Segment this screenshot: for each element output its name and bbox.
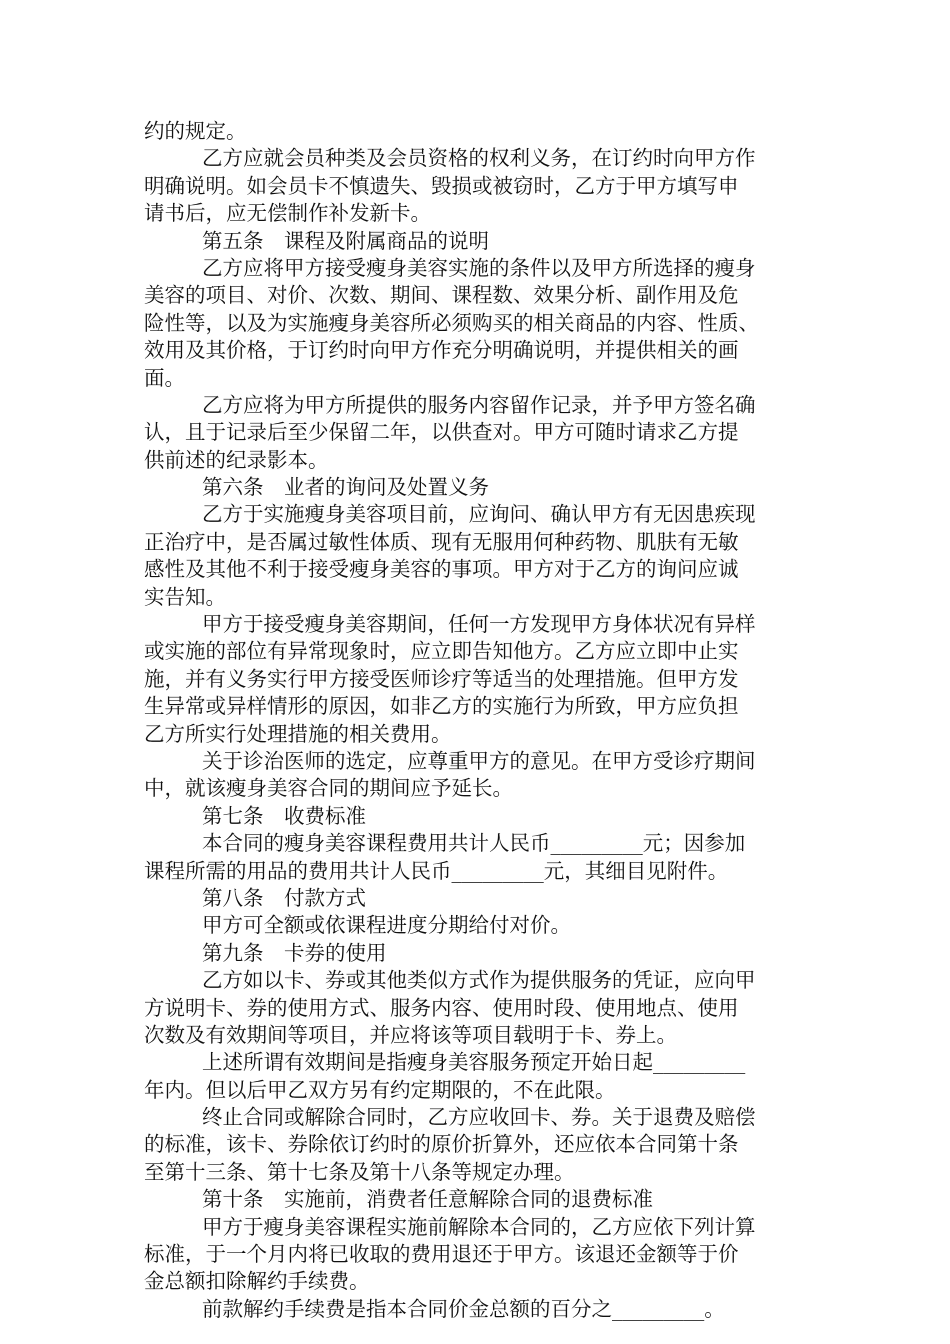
paragraph-line: 终止合同或解除合同时，乙方应收回卡、券。关于退费及赔偿 (202, 1105, 756, 1130)
article-9-heading: 第九条 卡券的使用 (202, 940, 387, 965)
paragraph-line: 乙方如以卡、券或其他类似方式作为提供服务的凭证，应向甲 (202, 968, 756, 993)
paragraph-line: 关于诊治医师的选定，应尊重甲方的意见。在甲方受诊疗期间 (202, 748, 756, 773)
article-5-heading: 第五条 课程及附属商品的说明 (202, 228, 489, 253)
paragraph-line: 甲方可全额或依课程进度分期给付对价。 (202, 913, 571, 938)
paragraph-line: 面。 (144, 365, 185, 390)
article-6-heading: 第六条 业者的询问及处置义务 (202, 475, 489, 500)
paragraph-line: 乙方所实行处理措施的相关费用。 (144, 721, 452, 746)
paragraph-line: 约的规定。 (144, 119, 247, 143)
paragraph-line: 金总额扣除解约手续费。 (144, 1269, 370, 1294)
paragraph-line: 认，且于记录后至少保留二年，以供查对。甲方可随时请求乙方提 (144, 420, 739, 445)
paragraph-line: 甲方于接受瘦身美容期间，任何一方发现甲方身体状况有异样 (202, 612, 756, 637)
paragraph-line: 标准，于一个月内将已收取的费用退还于甲方。该退还金额等于价 (144, 1242, 739, 1267)
paragraph-line: 乙方应将甲方接受瘦身美容实施的条件以及甲方所选择的瘦身 (202, 255, 756, 280)
paragraph-line: 方说明卡、券的使用方式、服务内容、使用时段、使用地点、使用 (144, 995, 739, 1020)
paragraph-line: 效用及其价格，于订约时向甲方作充分明确说明，并提供相关的画 (144, 338, 739, 363)
paragraph-line: 生异常或异样情形的原因，如非乙方的实施行为所致，甲方应负担 (144, 694, 739, 719)
validity-blank-line: 上述所谓有效期间是指瘦身美容服务预定开始日起_________ (202, 1050, 746, 1075)
paragraph-line: 乙方于实施瘦身美容项目前，应询问、确认甲方有无因患疾现 (202, 502, 756, 527)
paragraph-line: 甲方于瘦身美容课程实施前解除本合同的，乙方应依下列计算 (202, 1214, 756, 1239)
fee-blank-line: 本合同的瘦身美容课程费用共计人民币_________元；因参加 (202, 831, 746, 856)
article-10-heading: 第十条 实施前，消费者任意解除合同的退费标准 (202, 1187, 653, 1212)
paragraph-line: 的标准，该卡、券除依订约时的原价折算外，还应依本合同第十条 (144, 1132, 739, 1157)
article-8-heading: 第八条 付款方式 (202, 885, 366, 910)
paragraph-line: 感性及其他不利于接受瘦身美容的事项。甲方对于乙方的询问应诚 (144, 557, 739, 582)
paragraph-line: 请书后，应无偿制作补发新卡。 (144, 201, 431, 226)
paragraph-line: 次数及有效期间等项目，并应将该等项目载明于卡、券上。 (144, 1022, 677, 1047)
contract-text-body (144, 118, 824, 1323)
paragraph-line: 险性等，以及为实施瘦身美容所必须购买的相关商品的内容、性质、 (144, 310, 759, 335)
fee-blank-line: 课程所需的用品的费用共计人民币_________元，其细目见附件。 (144, 858, 729, 883)
paragraph-line: 美容的项目、对价、次数、期间、课程数、效果分析、副作用及危 (144, 283, 739, 308)
paragraph-line: 年内。但以后甲乙双方另有约定期限的，不在此限。 (144, 1077, 616, 1102)
paragraph-line: 中，就该瘦身美容合同的期间应予延长。 (144, 776, 513, 801)
paragraph-line: 乙方应将为甲方所提供的服务内容留作记录，并予甲方签名确 (202, 392, 756, 417)
paragraph-line: 实告知。 (144, 584, 226, 609)
percentage-blank-line: 前款解约手续费是指本合同价金总额的百分之_________。 (202, 1296, 725, 1321)
paragraph-line: 或实施的部位有异常现象时，应立即告知他方。乙方应立即中止实 (144, 639, 739, 664)
article-7-heading: 第七条 收费标准 (202, 803, 366, 828)
paragraph-line: 施，并有义务实行甲方接受医师诊疗等适当的处理措施。但甲方发 (144, 666, 739, 691)
paragraph-line: 正治疗中，是否属过敏性体质、现有无服用何种药物、肌肤有无敏 (144, 529, 739, 554)
paragraph-line: 供前述的纪录影本。 (144, 447, 329, 472)
paragraph-line: 至第十三条、第十七条及第十八条等规定办理。 (144, 1159, 575, 1184)
paragraph-line: 乙方应就会员种类及会员资格的权利义务，在订约时向甲方作 (202, 146, 756, 171)
paragraph-line: 明确说明。如会员卡不慎遗失、毁损或被窃时，乙方于甲方填写申 (144, 173, 739, 198)
